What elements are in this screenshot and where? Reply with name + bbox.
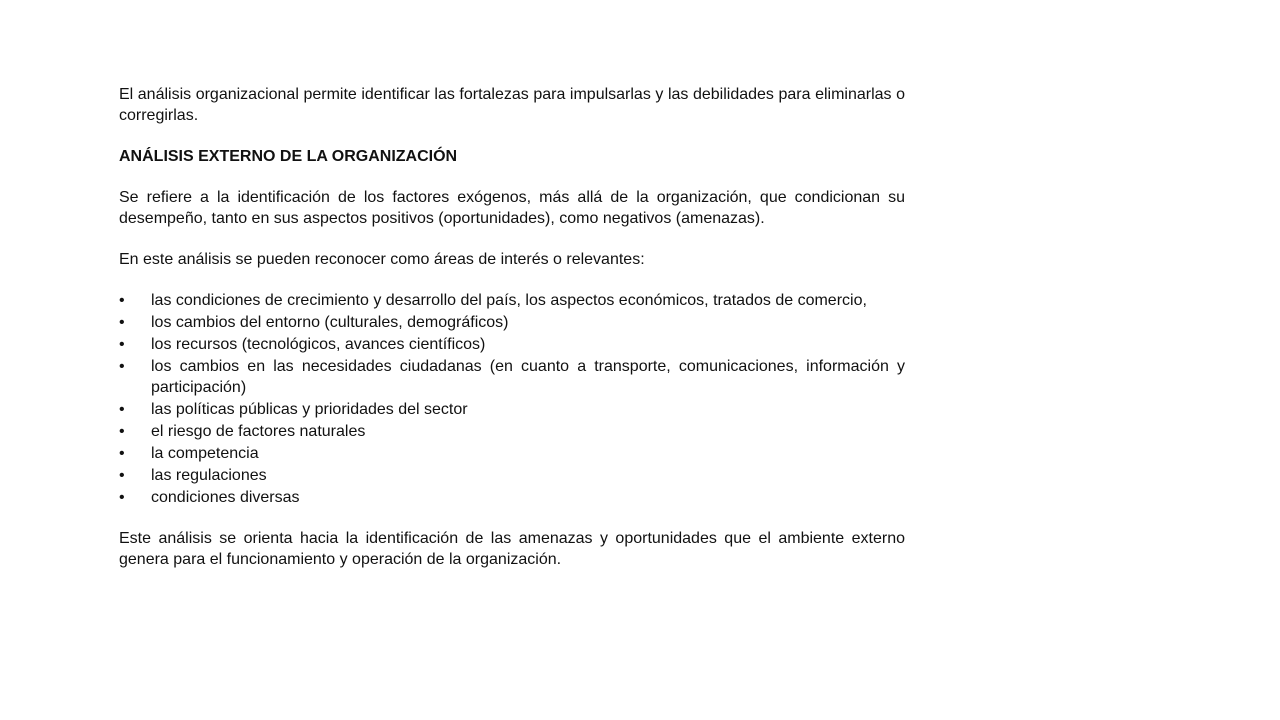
list-item-text: los recursos (tecnológicos, avances científicos) <box>151 336 486 353</box>
list-item <box>119 443 905 464</box>
list-item-text: el riesgo de factores naturales <box>151 423 366 440</box>
list-item <box>119 290 905 311</box>
section-heading: ANÁLISIS EXTERNO DE LA ORGANIZACIÓN <box>119 148 458 165</box>
bullet-icon: • <box>119 314 125 331</box>
bullet-icon: • <box>119 292 125 309</box>
bullet-icon: • <box>119 489 125 506</box>
list-item-text: las condiciones de crecimiento y desarrollo del país, los aspectos económicos, tratados de comercio, <box>151 292 867 309</box>
list-item-text: las políticas públicas y prioridades del sector <box>151 401 468 418</box>
list-item-text: las regulaciones <box>151 467 267 484</box>
list-intro-paragraph: En este análisis se pueden reconocer como áreas de interés o relevantes: <box>119 251 645 268</box>
bullet-icon: • <box>119 401 125 418</box>
areas-of-interest-list <box>119 290 905 508</box>
list-item <box>119 334 905 355</box>
list-item-text: la competencia <box>151 445 259 462</box>
list-item <box>119 465 905 486</box>
list-item <box>119 356 905 398</box>
list-item <box>119 399 905 420</box>
bullet-icon: • <box>119 423 125 440</box>
definition-paragraph: Se refiere a la identificación de los factores exógenos, más allá de la organización, que condicionan su desempeño, tanto en sus aspectos positivos (oportunidades), como negativos (amenazas). <box>119 189 905 227</box>
list-item <box>119 421 905 442</box>
conclusion-paragraph: Este análisis se orienta hacia la identificación de las amenazas y oportunidades que el ambiente externo genera para el funcionamiento y operación de la organización. <box>119 530 905 568</box>
intro-paragraph: El análisis organizacional permite identificar las fortalezas para impulsarlas y las debilidades para eliminarlas o corregirlas. <box>119 86 905 124</box>
list-item-text: condiciones diversas <box>151 489 300 506</box>
list-item-text: los cambios en las necesidades ciudadanas (en cuanto a transporte, comunicaciones, información y participación) <box>151 358 905 396</box>
bullet-icon: • <box>119 336 125 353</box>
list-item <box>119 312 905 333</box>
list-item <box>119 487 905 508</box>
document-page <box>119 84 905 590</box>
list-item-text: los cambios del entorno (culturales, demográficos) <box>151 314 509 331</box>
bullet-icon: • <box>119 358 125 375</box>
bullet-icon: • <box>119 467 125 484</box>
bullet-icon: • <box>119 445 125 462</box>
